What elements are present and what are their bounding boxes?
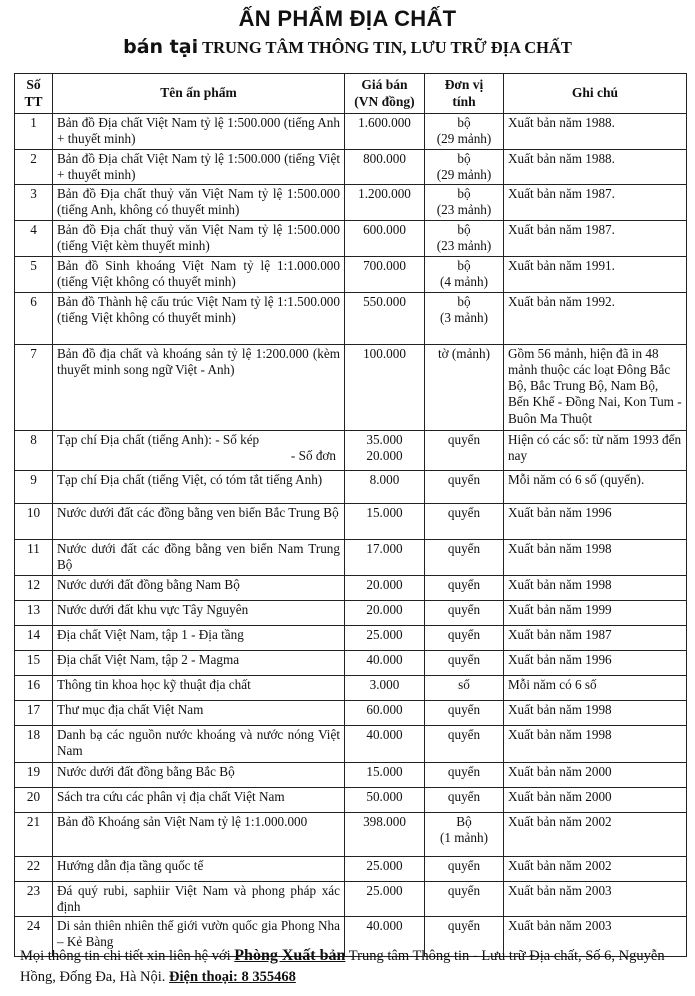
cell-unit xyxy=(425,788,504,813)
cell-unit xyxy=(425,257,504,293)
cell-name: Bản đồ Địa chất Việt Nam tỷ lệ 1:500.000 (tiếng Việt + thuyết minh) xyxy=(53,150,345,185)
cell-no: 3 xyxy=(15,185,53,221)
cell-name xyxy=(53,431,345,471)
cell-price: 15.000 xyxy=(345,763,425,788)
cell-unit xyxy=(425,701,504,726)
cell-price: 15.000 xyxy=(345,504,425,540)
cell-name: Nước dưới đất đồng bằng Bắc Bộ xyxy=(53,763,345,788)
contact-footer xyxy=(20,944,680,988)
cell-name: Thư mục địa chất Việt Nam xyxy=(53,701,345,726)
cell-price: 100.000 xyxy=(345,345,425,431)
cell-no: 4 xyxy=(15,221,53,257)
cell-no: 10 xyxy=(15,504,53,540)
cell-unit-line: quyển xyxy=(447,627,481,643)
cell-name: Bản đồ Địa chất thuỷ văn Việt Nam tỷ lệ 1:500.000 (tiếng Việt kèm thuyết minh) xyxy=(53,221,345,257)
footer-office: Phòng Xuất bản xyxy=(234,947,346,964)
cell-name: Địa chất Việt Nam, tập 2 - Magma xyxy=(53,651,345,676)
cell-name: Địa chất Việt Nam, tập 1 - Địa tầng xyxy=(53,626,345,651)
cell-note: Xuất bản năm 1998 xyxy=(504,726,687,763)
cell-unit-line: bộ xyxy=(457,258,471,274)
cell-no: 21 xyxy=(15,813,53,857)
cell-unit-line: số xyxy=(458,677,470,693)
cell-no: 24 xyxy=(15,917,53,957)
cell-price: 60.000 xyxy=(345,701,425,726)
cell-no: 13 xyxy=(15,601,53,626)
cell-note: Xuất bản năm 2000 xyxy=(504,763,687,788)
cell-no: 11 xyxy=(15,540,53,576)
cell-note: Hiện có các số: từ năm 1993 đến nay xyxy=(504,431,687,471)
cell-price: 40.000 xyxy=(345,726,425,763)
cell-unit xyxy=(425,676,504,701)
cell-price: 398.000 xyxy=(345,813,425,857)
table-body xyxy=(15,114,687,957)
cell-price: 25.000 xyxy=(345,857,425,882)
cell-name: Sách tra cứu các phân vị địa chất Việt Nam xyxy=(53,788,345,813)
cell-unit-line: quyển xyxy=(447,472,481,488)
cell-name: Nước dưới đất các đồng bằng ven biển Nam Trung Bộ xyxy=(53,540,345,576)
cell-name: Tạp chí Địa chất (tiếng Việt, có tóm tắt tiếng Anh) xyxy=(53,471,345,504)
header-price: Giá bán (VN đồng) xyxy=(345,74,425,114)
header-name: Tên ấn phẩm xyxy=(53,74,345,114)
cell-unit-line: tờ (mảnh) xyxy=(437,346,491,362)
cell-note: Xuất bản năm 1998 xyxy=(504,701,687,726)
cell-unit-line: quyển xyxy=(447,432,481,448)
table-row xyxy=(15,651,687,676)
cell-unit xyxy=(425,813,504,857)
cell-unit-line: quyển xyxy=(447,505,481,521)
cell-no: 22 xyxy=(15,857,53,882)
cell-unit-line: bộ xyxy=(457,294,471,310)
header-unit: Đơn vị tính xyxy=(425,74,504,114)
table-row xyxy=(15,114,687,150)
cell-unit-line: quyển xyxy=(447,541,481,557)
cell-unit-line: Bộ xyxy=(456,814,472,830)
cell-no: 15 xyxy=(15,651,53,676)
cell-name-line: - Số đơn xyxy=(290,448,336,464)
cell-no: 7 xyxy=(15,345,53,431)
cell-unit xyxy=(425,763,504,788)
cell-price: 50.000 xyxy=(345,788,425,813)
cell-unit xyxy=(425,882,504,917)
cell-unit-line: quyển xyxy=(447,858,481,874)
cell-name: Nước dưới đất đồng bằng Nam Bộ xyxy=(53,576,345,601)
cell-unit-line: (23 mảnh) xyxy=(436,238,492,254)
cell-unit-line: (1 mảnh) xyxy=(440,830,488,846)
cell-unit-line: quyển xyxy=(447,789,481,805)
cell-no: 19 xyxy=(15,763,53,788)
header-note: Ghi chú xyxy=(504,74,687,114)
cell-unit-line: (4 mảnh) xyxy=(440,274,488,290)
cell-unit xyxy=(425,471,504,504)
cell-unit xyxy=(425,185,504,221)
subtitle-center-name: TRUNG TÂM THÔNG TIN, LƯU TRỮ ĐỊA CHẤT xyxy=(202,38,572,57)
cell-unit-line: bộ xyxy=(457,222,471,238)
table-row xyxy=(15,504,687,540)
cell-price: 20.000 xyxy=(345,576,425,601)
cell-no: 8 xyxy=(15,431,53,471)
table-row xyxy=(15,763,687,788)
cell-unit-line: quyển xyxy=(447,577,481,593)
cell-name-line: Tạp chí Địa chất (tiếng Anh): - Số kép xyxy=(57,432,260,448)
cell-no: 6 xyxy=(15,293,53,345)
cell-unit-line: bộ xyxy=(457,186,471,202)
cell-no: 23 xyxy=(15,882,53,917)
cell-unit-line: quyển xyxy=(447,602,481,618)
cell-unit-line: (3 mảnh) xyxy=(440,310,488,326)
cell-unit xyxy=(425,293,504,345)
cell-price: 700.000 xyxy=(345,257,425,293)
cell-note: Xuất bản năm 2000 xyxy=(504,788,687,813)
cell-price: 20.000 xyxy=(345,601,425,626)
cell-note: Xuất bản năm 1988. xyxy=(504,114,687,150)
page-title: ẤN PHẨM ĐỊA CHẤT xyxy=(238,6,457,31)
cell-price xyxy=(345,431,425,471)
cell-note: Xuất bản năm 1992. xyxy=(504,293,687,345)
cell-name: Bản đồ Sinh khoáng Việt Nam tỷ lệ 1:1.000.000 (tiếng Việt không có thuyết minh) xyxy=(53,257,345,293)
table-row xyxy=(15,576,687,601)
cell-unit xyxy=(425,114,504,150)
subtitle-ban-tai: bán tại xyxy=(123,36,199,58)
cell-note: Mỗi năm có 6 số xyxy=(504,676,687,701)
cell-unit xyxy=(425,345,504,431)
cell-note: Xuất bản năm 1987. xyxy=(504,185,687,221)
cell-name: Nước dưới đất khu vực Tây Nguyên xyxy=(53,601,345,626)
table-row xyxy=(15,293,687,345)
cell-unit xyxy=(425,576,504,601)
cell-price: 600.000 xyxy=(345,221,425,257)
cell-unit-line: (29 mảnh) xyxy=(436,167,492,183)
cell-unit xyxy=(425,726,504,763)
cell-no: 12 xyxy=(15,576,53,601)
table-header-row xyxy=(15,74,687,114)
cell-note: Xuất bản năm 1988. xyxy=(504,150,687,185)
cell-name: Thông tin khoa học kỹ thuật địa chất xyxy=(53,676,345,701)
cell-price: 3.000 xyxy=(345,676,425,701)
cell-note: Xuất bản năm 1998 xyxy=(504,576,687,601)
cell-note: Xuất bản năm 2002 xyxy=(504,813,687,857)
cell-no: 14 xyxy=(15,626,53,651)
cell-note: Xuất bản năm 1987. xyxy=(504,221,687,257)
cell-unit xyxy=(425,857,504,882)
table-row xyxy=(15,431,687,471)
cell-unit-line: quyển xyxy=(447,764,481,780)
cell-unit xyxy=(425,431,504,471)
table-row xyxy=(15,540,687,576)
cell-name: Nước dưới đất các đồng bằng ven biển Bắc Trung Bộ xyxy=(53,504,345,540)
cell-name: Bản đồ Địa chất thuỷ văn Việt Nam tỷ lệ 1:500.000 (tiếng Anh, không có thuyết minh) xyxy=(53,185,345,221)
cell-unit xyxy=(425,651,504,676)
cell-unit-line: quyển xyxy=(447,652,481,668)
table-row xyxy=(15,676,687,701)
cell-price-line: 20.000 xyxy=(366,448,403,464)
cell-unit xyxy=(425,626,504,651)
cell-unit-line: (23 mảnh) xyxy=(436,202,492,218)
cell-name: Di sản thiên nhiên thế giới vườn quốc gia Phong Nha – Kẻ Bàng xyxy=(53,917,345,957)
cell-note: Mỗi năm có 6 số (quyển). xyxy=(504,471,687,504)
cell-note: Gồm 56 mảnh, hiện đã in 48 mảnh thuộc các loạt Đông Bắc Bộ, Bắc Trung Bộ, Nam Bộ, Bến Khế - Đồng Nai, Kon Tum - Buôn Ma Thuột xyxy=(504,345,687,431)
cell-no: 18 xyxy=(15,726,53,763)
footer-text-1: Mọi thông tin chi tiết xin liên hệ với xyxy=(20,948,235,964)
table-row xyxy=(15,726,687,763)
cell-price: 17.000 xyxy=(345,540,425,576)
cell-note: Xuất bản năm 1987 xyxy=(504,626,687,651)
cell-note: Xuất bản năm 1991. xyxy=(504,257,687,293)
cell-name: Bản đồ Thành hệ cấu trúc Việt Nam tỷ lệ 1:1.500.000 (tiếng Việt không có thuyết minh) xyxy=(53,293,345,345)
cell-unit-line: bộ xyxy=(457,151,471,166)
cell-no: 17 xyxy=(15,701,53,726)
cell-name: Đá quý rubi, saphiir Việt Nam và phong pháp xác định xyxy=(53,882,345,917)
cell-unit-line: quyển xyxy=(447,918,481,934)
cell-name: Bản đồ địa chất và khoáng sản tỷ lệ 1:200.000 (kèm thuyết minh song ngữ Việt - Anh) xyxy=(53,345,345,431)
cell-price: 25.000 xyxy=(345,626,425,651)
table-row xyxy=(15,882,687,917)
cell-price: 1.200.000 xyxy=(345,185,425,221)
cell-price: 25.000 xyxy=(345,882,425,917)
cell-price: 1.600.000 xyxy=(345,114,425,150)
cell-name: Bản đồ Khoáng sản Việt Nam tỷ lệ 1:1.000.000 xyxy=(53,813,345,857)
cell-name: Bản đồ Địa chất Việt Nam tỷ lệ 1:500.000 (tiếng Anh + thuyết minh) xyxy=(53,114,345,150)
footer-phone: Điện thoại: 8 355468 xyxy=(169,969,296,986)
cell-no: 20 xyxy=(15,788,53,813)
table-row xyxy=(15,345,687,431)
cell-price: 40.000 xyxy=(345,651,425,676)
footer-text-2: Trung tâm Thông tin - Lưu trữ Địa chất, Số 6, Nguyễn Hồng, Đống Đa, Hà Nội. xyxy=(20,948,665,986)
cell-unit-line: quyển xyxy=(447,702,481,718)
publication-table xyxy=(14,73,687,957)
cell-unit xyxy=(425,504,504,540)
cell-name: Hướng dẫn địa tầng quốc tế xyxy=(53,857,345,882)
cell-note: Xuất bản năm 2003 xyxy=(504,917,687,957)
cell-unit-line: quyển xyxy=(447,883,481,899)
table-row xyxy=(15,701,687,726)
cell-note: Xuất bản năm 1996 xyxy=(504,651,687,676)
table-row xyxy=(15,471,687,504)
cell-unit xyxy=(425,540,504,576)
table-row xyxy=(15,257,687,293)
table-row xyxy=(15,626,687,651)
cell-unit-line: quyển xyxy=(447,727,481,743)
cell-unit xyxy=(425,601,504,626)
table-row xyxy=(15,857,687,882)
table-row xyxy=(15,813,687,857)
cell-no: 2 xyxy=(15,150,53,185)
table-row xyxy=(15,601,687,626)
cell-name: Danh bạ các nguồn nước khoáng và nước nóng Việt Nam xyxy=(53,726,345,763)
cell-unit xyxy=(425,221,504,257)
cell-note: Xuất bản năm 1999 xyxy=(504,601,687,626)
cell-no: 16 xyxy=(15,676,53,701)
cell-unit xyxy=(425,150,504,185)
table-row xyxy=(15,221,687,257)
cell-unit-line: (29 mảnh) xyxy=(436,131,492,147)
cell-no: 1 xyxy=(15,114,53,150)
cell-note: Xuất bản năm 1996 xyxy=(504,504,687,540)
cell-price-line: 35.000 xyxy=(366,432,403,448)
cell-price: 8.000 xyxy=(345,471,425,504)
cell-note: Xuất bản năm 2003 xyxy=(504,882,687,917)
cell-no: 5 xyxy=(15,257,53,293)
cell-price: 40.000 xyxy=(345,917,425,957)
cell-price: 800.000 xyxy=(345,150,425,185)
table-row xyxy=(15,788,687,813)
header-no: Số TT xyxy=(15,74,53,114)
cell-note: Xuất bản năm 2002 xyxy=(504,857,687,882)
cell-price: 550.000 xyxy=(345,293,425,345)
cell-no: 9 xyxy=(15,471,53,504)
page-subtitle xyxy=(0,36,695,58)
table-row xyxy=(15,150,687,185)
table-row xyxy=(15,185,687,221)
cell-note: Xuất bản năm 1998 xyxy=(504,540,687,576)
cell-unit-line: bộ xyxy=(457,115,471,130)
